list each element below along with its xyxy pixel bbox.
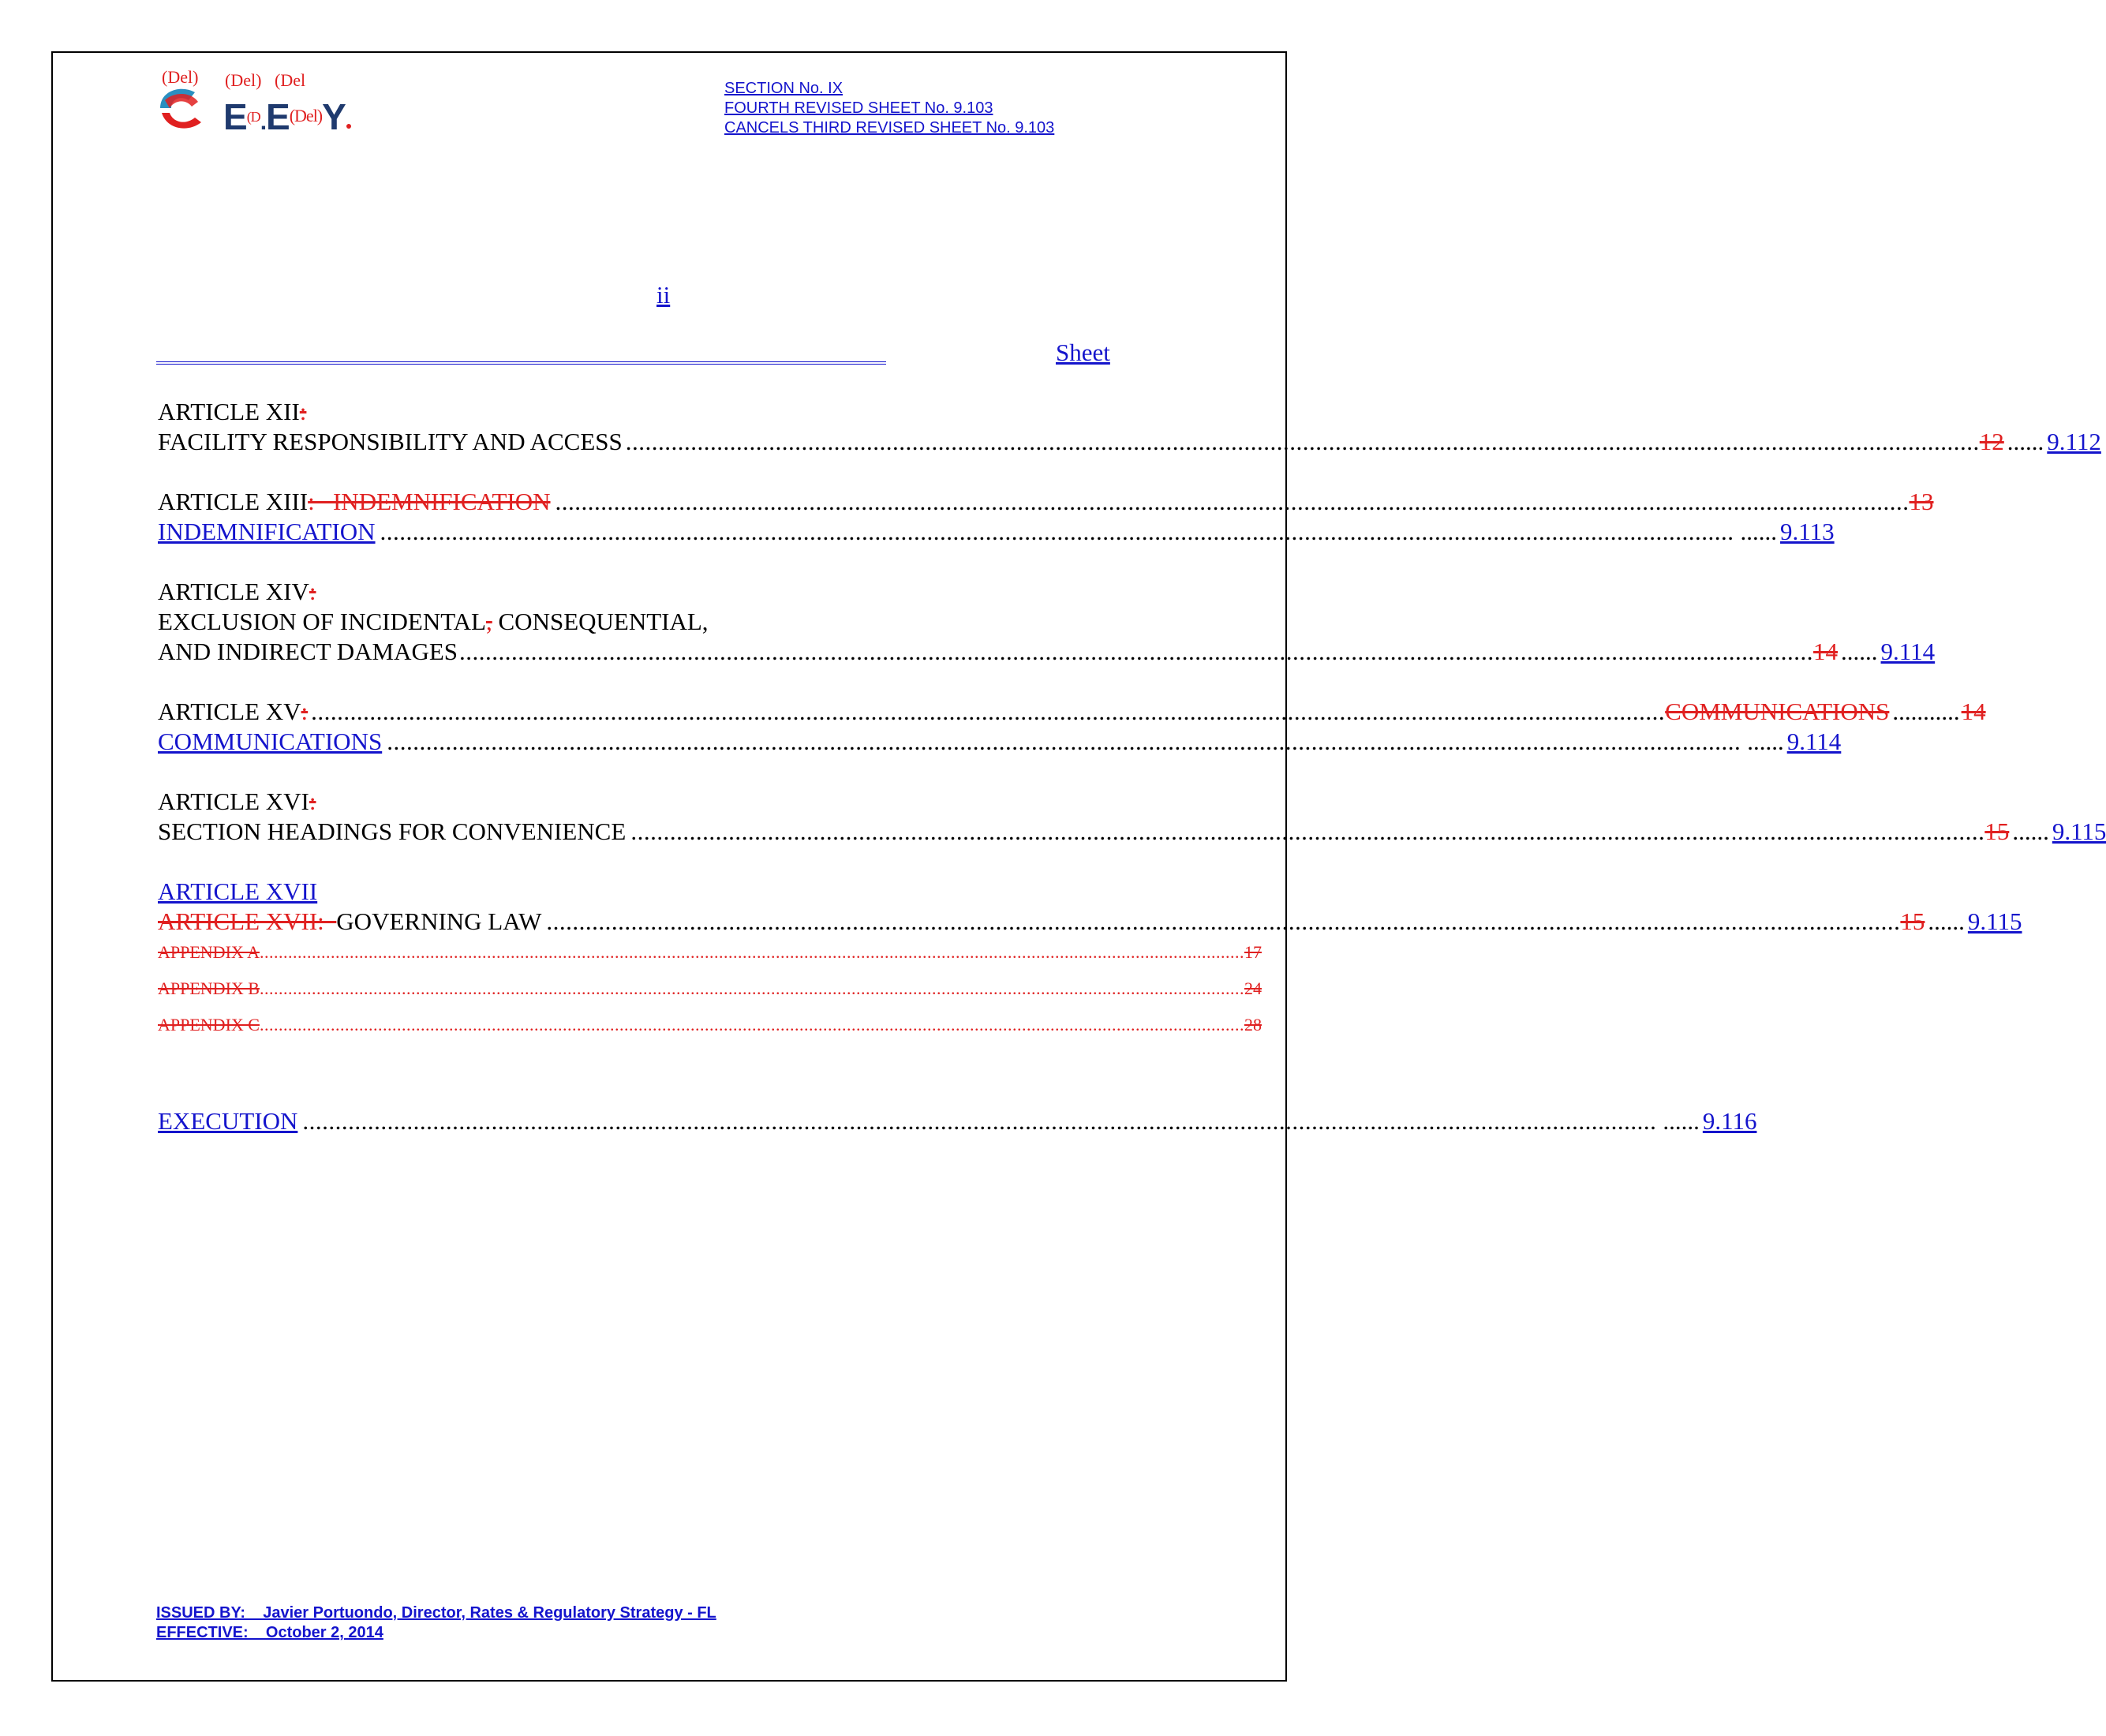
toc-entry[interactable]: AND INDIRECT DAMAGES ................................................................................................................................................................................................................ 14 ...... 9.114 (158, 638, 1936, 665)
toc-appendix-deleted: APPENDIX C ................................................................................................................................................................................................................ 28 (158, 1015, 1262, 1034)
toc-article-xiv-heading: ARTICLE XIV : (158, 578, 316, 605)
footer-issued-by: ISSUED BY: Javier Portuondo, Director, Rates & Regulatory Strategy - FL (156, 1604, 716, 1622)
toc-entry[interactable]: COMMUNICATIONS ................................................................................................................................................................................................................ ...... 9.114 (158, 728, 1842, 755)
toc-page-link[interactable]: 9.113 (1780, 518, 1835, 545)
toc-article-xvii-heading: ARTICLE XVII (158, 877, 318, 905)
logo-del-mark: (Del (275, 70, 306, 90)
logo-del-mark: (Del) (225, 70, 262, 90)
toc-page-link[interactable]: 9.114 (1786, 728, 1842, 755)
toc-entry[interactable]: FACILITY RESPONSIBILITY AND ACCESS ................................................................................................................................................................................................................ 12 ...... 9.112 (158, 428, 2101, 455)
sheet-column-label: Sheet (1056, 339, 1110, 366)
toc-article-xii-heading: ARTICLE XII : (158, 398, 307, 425)
toc-article-xv-heading: ARTICLE XV : ................................................................................................................................................................................................................ COMMUNICATIONS ........... 14 (158, 698, 1986, 725)
toc-column-rule (156, 361, 886, 365)
toc-page-link[interactable]: 9.115 (1967, 907, 2022, 935)
header-revised-sheet: FOURTH REVISED SHEET No. 9.103 (724, 99, 993, 117)
toc-appendix-deleted: APPENDIX A ................................................................................................................................................................................................................ 17 (158, 942, 1262, 962)
toc-page-link[interactable]: 9.115 (2052, 817, 2106, 845)
toc-article-xiii-heading: ARTICLE XIII : INDEMNIFICATION ................................................................................................................................................................................................................ 13 (158, 488, 1934, 515)
page-number: ii (656, 281, 671, 309)
toc-entry[interactable]: SECTION HEADINGS FOR CONVENIENCE ................................................................................................................................................................................................................ 15 ...... 9.115 (158, 817, 2106, 845)
toc-page-link[interactable]: 9.112 (2047, 428, 2101, 455)
toc-entry[interactable]: INDEMNIFICATION ................................................................................................................................................................................................................ ...... 9.113 (158, 518, 1835, 545)
toc-page-link[interactable]: 9.114 (1880, 638, 1936, 665)
footer-effective: EFFECTIVE: October 2, 2014 (156, 1624, 383, 1641)
toc-appendix-deleted: APPENDIX B ................................................................................................................................................................................................................ 24 (158, 978, 1262, 998)
toc-entry[interactable]: EXECUTION ................................................................................................................................................................................................................ ...... 9.116 (158, 1107, 1757, 1135)
logo-del-mark: (Del) (162, 67, 199, 87)
toc-article-xvi-heading: ARTICLE XVI : (158, 788, 316, 815)
logo-wordmark: $E^{(D}.E^{(Del)}Y●$ (223, 96, 352, 137)
company-logo (146, 67, 375, 142)
header-section: SECTION No. IX (724, 80, 844, 97)
logo-dot-icon: ● (345, 119, 352, 132)
header-cancels-sheet: CANCELS THIRD REVISED SHEET No. 9.103 (724, 119, 1055, 137)
toc-entry[interactable]: ARTICLE XVII: GOVERNING LAW ................................................................................................................................................................................................................ 15 ...... 9.115 (158, 907, 2022, 935)
toc-page-link[interactable]: 9.116 (1702, 1107, 1757, 1135)
toc-article-xiv-title: EXCLUSION OF INCIDENTAL , CONSEQUENTIAL, (158, 608, 709, 635)
